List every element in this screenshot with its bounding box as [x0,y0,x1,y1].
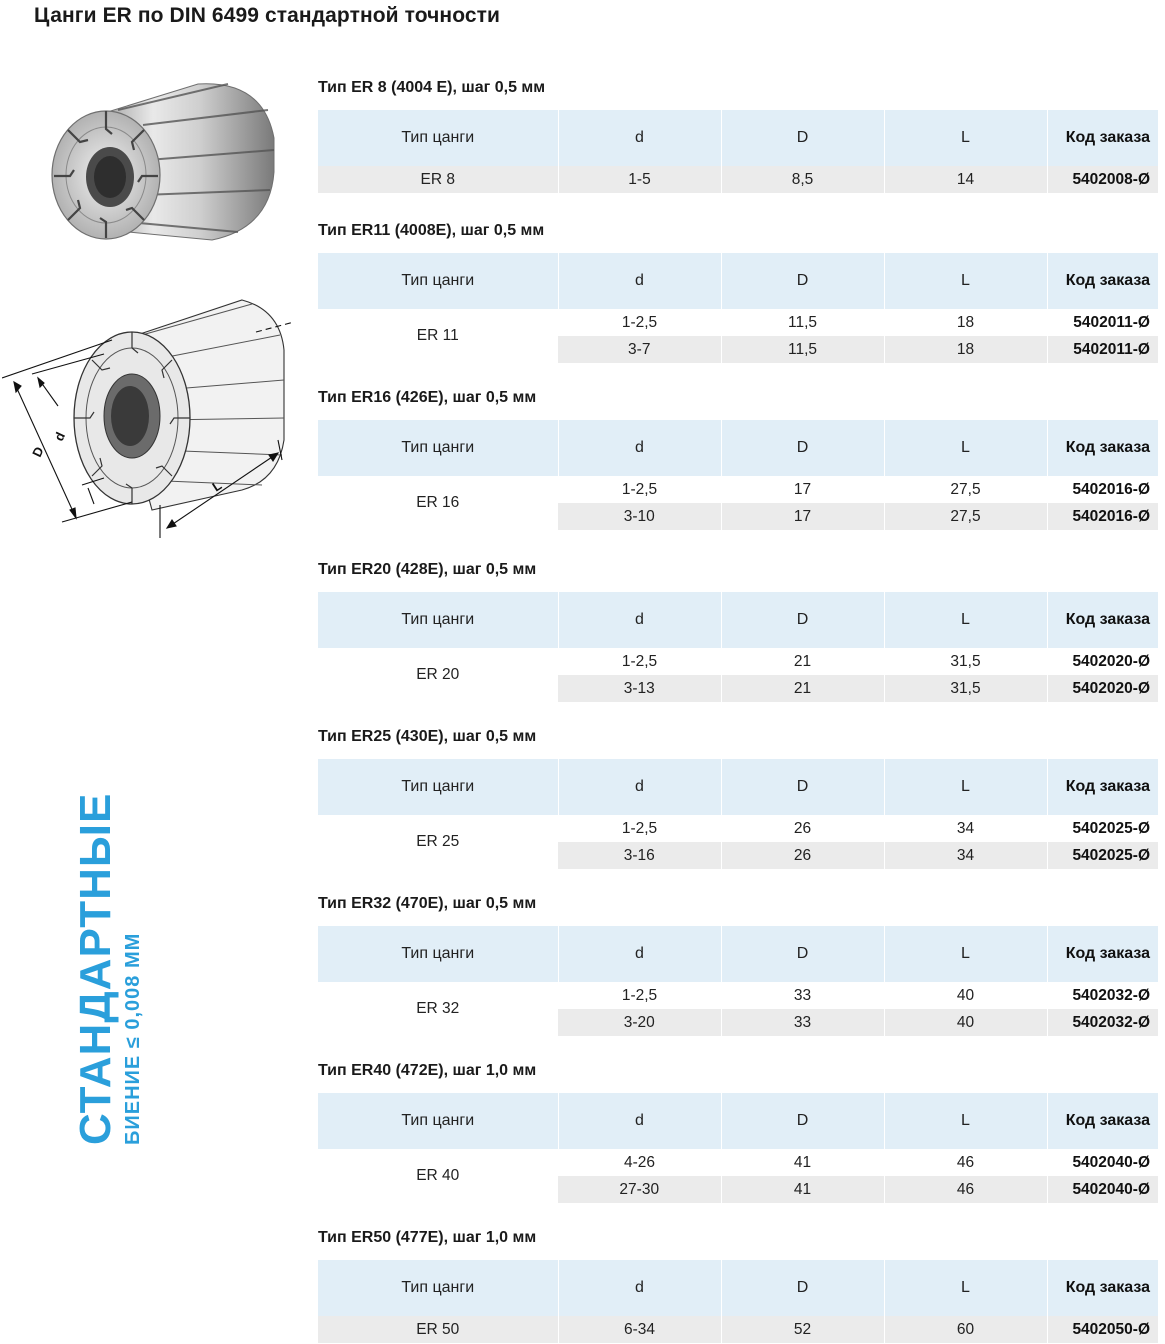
collet-type: ER 50 [318,1316,558,1343]
cell-D: 33 [721,1009,884,1036]
spec-table [318,592,1158,702]
section-title: Тип ER11 (4008E), шаг 0,5 мм [318,222,545,239]
cell-L: 18 [884,309,1047,336]
header-L: L [884,420,1047,476]
header-code: Код заказа [1047,253,1158,309]
table-row [318,166,1158,193]
cell-order-code: 5402040-Ø [1047,1176,1158,1203]
cell-order-code: 5402011-Ø [1047,309,1158,336]
cell-d: 3-10 [558,503,721,530]
spec-table [318,1260,1158,1343]
header-d: d [558,420,721,476]
cell-d: 1-2,5 [558,476,721,503]
header-code: Код заказа [1047,759,1158,815]
section-title: Тип ER25 (430E), шаг 0,5 мм [318,728,537,745]
collet-photo [48,80,280,245]
header-code: Код заказа [1047,110,1158,166]
collet-dimension-drawing [2,290,298,540]
cell-D: 11,5 [721,309,884,336]
cell-D: 26 [721,815,884,842]
cell-order-code: 5402050-Ø [1047,1316,1158,1343]
cell-d: 1-5 [558,166,721,193]
cell-order-code: 5402025-Ø [1047,842,1158,869]
collet-type: ER 16 [416,494,460,511]
header-code: Код заказа [1047,926,1158,982]
spec-table [318,926,1158,1036]
table-row [318,982,1158,1009]
cell-order-code: 5402025-Ø [1047,815,1158,842]
cell-L: 34 [884,842,1047,869]
section-title: Тип ER16 (426E), шаг 0,5 мм [318,389,537,406]
header-L: L [884,926,1047,982]
cell-d: 3-16 [558,842,721,869]
header-D: D [721,1260,884,1316]
header-L: L [884,1093,1047,1149]
section-er40 [318,1063,1158,1203]
table-row [318,1316,1158,1343]
drawing-label-d: d [51,429,69,444]
header-type: Тип цанги [318,926,558,982]
collet-type: ER 40 [416,1167,460,1184]
section-er20 [318,562,1158,702]
header-type: Тип цанги [318,759,558,815]
header-code: Код заказа [1047,1093,1158,1149]
header-D: D [721,110,884,166]
cell-order-code: 5402032-Ø [1047,1009,1158,1036]
section-er16 [318,390,1158,530]
cell-order-code: 5402032-Ø [1047,982,1158,1009]
cell-d: 1-2,5 [558,815,721,842]
page-title: Цанги ER по DIN 6499 стандартной точности [34,4,501,27]
header-code: Код заказа [1047,1260,1158,1316]
cell-d: 1-2,5 [558,982,721,1009]
cell-D: 33 [721,982,884,1009]
standard-side-label [72,793,146,1145]
drawing-label-L: L [209,477,225,495]
table-row [318,1149,1158,1176]
table-header-row [318,592,1158,648]
collet-type: ER 32 [416,1000,460,1017]
side-label-main: СТАНДАРТНЫЕ [71,792,120,1145]
cell-d: 4-26 [558,1149,721,1176]
section-er11 [318,223,1158,363]
table-row [318,815,1158,842]
cell-D: 17 [721,503,884,530]
header-D: D [721,759,884,815]
header-type: Тип цанги [318,592,558,648]
table-header-row [318,110,1158,166]
cell-order-code: 5402040-Ø [1047,1149,1158,1176]
cell-L: 31,5 [884,648,1047,675]
cell-D: 41 [721,1176,884,1203]
cell-L: 27,5 [884,476,1047,503]
cell-L: 40 [884,1009,1047,1036]
cell-L: 27,5 [884,503,1047,530]
cell-L: 31,5 [884,675,1047,702]
section-er25 [318,729,1158,869]
cell-order-code: 5402008-Ø [1047,166,1158,193]
cell-L: 60 [884,1316,1047,1343]
header-d: d [558,926,721,982]
section-er8 [318,80,1158,193]
spec-table [318,253,1158,363]
table-row [318,648,1158,675]
cell-D: 21 [721,675,884,702]
cell-L: 14 [884,166,1047,193]
section-er32 [318,896,1158,1036]
cell-d: 3-13 [558,675,721,702]
header-code: Код заказа [1047,420,1158,476]
cell-D: 11,5 [721,336,884,363]
collet-type: ER 20 [416,666,460,683]
header-d: d [558,759,721,815]
header-type: Тип цанги [318,1093,558,1149]
cell-L: 18 [884,336,1047,363]
cell-D: 41 [721,1149,884,1176]
cell-L: 46 [884,1176,1047,1203]
cell-d: 1-2,5 [558,648,721,675]
cell-order-code: 5402016-Ø [1047,476,1158,503]
section-title: Тип ER32 (470E), шаг 0,5 мм [318,895,537,912]
header-type: Тип цанги [318,420,558,476]
cell-D: 21 [721,648,884,675]
section-title: Тип ER 8 (4004 E), шаг 0,5 мм [318,79,546,96]
collet-type: ER 25 [416,833,460,850]
cell-order-code: 5402011-Ø [1047,336,1158,363]
header-d: d [558,1093,721,1149]
section-er50 [318,1230,1158,1343]
spec-table [318,759,1158,869]
cell-D: 8,5 [721,166,884,193]
header-d: d [558,592,721,648]
header-L: L [884,1260,1047,1316]
header-D: D [721,253,884,309]
spec-table [318,1093,1158,1203]
section-title: Тип ER20 (428E), шаг 0,5 мм [318,561,537,578]
cell-D: 52 [721,1316,884,1343]
cell-d: 3-7 [558,336,721,363]
header-d: d [558,1260,721,1316]
table-row [318,309,1158,336]
side-label-sub: БИЕНИЕ ≤ 0,008 ММ [122,932,144,1145]
header-D: D [721,592,884,648]
table-header-row [318,1260,1158,1316]
cell-d: 6-34 [558,1316,721,1343]
header-D: D [721,926,884,982]
header-L: L [884,592,1047,648]
table-header-row [318,253,1158,309]
header-code: Код заказа [1047,592,1158,648]
cell-L: 34 [884,815,1047,842]
drawing-label-D: D [29,444,47,460]
cell-order-code: 5402020-Ø [1047,648,1158,675]
cell-order-code: 5402016-Ø [1047,503,1158,530]
table-header-row [318,1093,1158,1149]
header-L: L [884,253,1047,309]
spec-table [318,420,1158,530]
header-L: L [884,110,1047,166]
cell-D: 17 [721,476,884,503]
section-title: Тип ER50 (477E), шаг 1,0 мм [318,1229,537,1246]
table-header-row [318,420,1158,476]
section-title: Тип ER40 (472E), шаг 1,0 мм [318,1062,537,1079]
cell-D: 26 [721,842,884,869]
header-type: Тип цанги [318,1260,558,1316]
header-L: L [884,759,1047,815]
header-D: D [721,420,884,476]
header-D: D [721,1093,884,1149]
cell-d: 3-20 [558,1009,721,1036]
table-header-row [318,926,1158,982]
cell-L: 46 [884,1149,1047,1176]
cell-L: 40 [884,982,1047,1009]
cell-d: 27-30 [558,1176,721,1203]
collet-type: ER 11 [416,327,459,344]
collet-type: ER 8 [318,166,558,193]
spec-table [318,110,1158,193]
header-d: d [558,110,721,166]
table-header-row [318,759,1158,815]
header-type: Тип цанги [318,110,558,166]
table-row [318,476,1158,503]
header-d: d [558,253,721,309]
header-type: Тип цанги [318,253,558,309]
cell-d: 1-2,5 [558,309,721,336]
cell-order-code: 5402020-Ø [1047,675,1158,702]
